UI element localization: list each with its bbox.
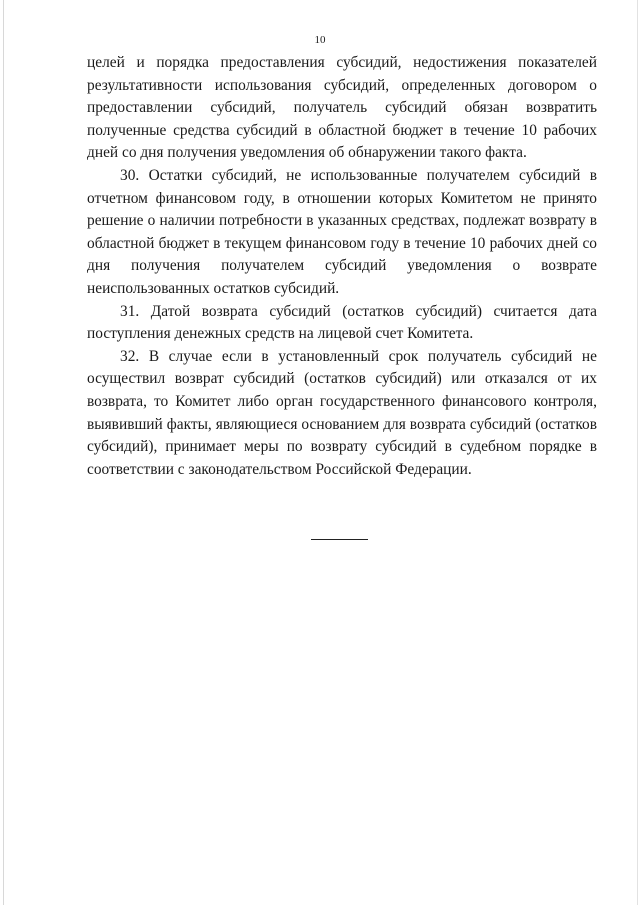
scan-edge-right [637, 0, 638, 905]
page-number: 10 [314, 34, 326, 46]
scan-edge-left [3, 0, 4, 905]
end-separator-line [311, 539, 368, 540]
paragraph-30: 30. Остатки субсидий, не использованные получателем субсидий в отчетном финансовом году, в отношении которых Комитетом не принято решение о наличии потребности в указанных средствах, подлежат возврату в областной бюджет в текущем финансовом году в течение 10 рабочих дней со дня получения получателем субсидий уведомления о возврате неиспользованных остатков субсидий. [87, 166, 597, 297]
paragraph-31: 31. Датой возврата субсидий (остатков субсидий) считается дата поступления денежных средств на лицевой счет Комитета. [87, 302, 597, 343]
paragraph-continuation: целей и порядка предоставления субсидий, недостижения показателей результативности использования субсидий, определенных договором о предоставлении субсидий, получатель субсидий обязан возвратить полученные средства субсидий в областной бюджет в течение 10 рабочих дней со дня получения уведомления об обнаружении такого факта. [87, 54, 597, 162]
document-body [87, 52, 597, 481]
paragraph-32: 32. В случае если в установленный срок получатель субсидий не осуществил возврат субсидий (остатков субсидий) или отказался от их возврата, то Комитет либо орган государственного финансового контроля, выявивший факты, являющиеся основанием для возврата субсидий (остатков субсидий), принимает меры по возврату субсидий в судебном порядке в соответствии с законодательством Российской Федерации. [87, 347, 597, 478]
